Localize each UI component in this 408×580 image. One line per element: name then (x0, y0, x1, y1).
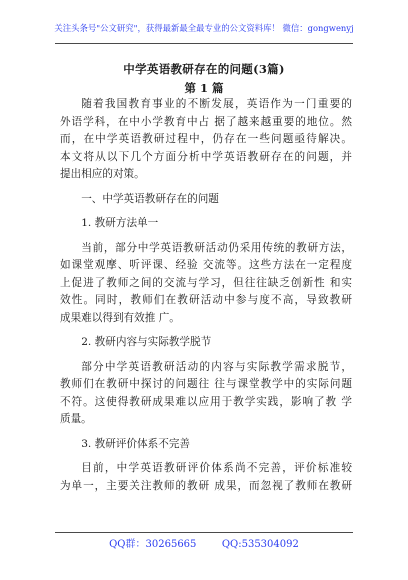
section-subtitle: 第 1 篇 (184, 81, 224, 95)
section-heading: 一、中学英语教研存在的问题 (81, 192, 219, 205)
body-line: 提出相应的对策。 (60, 168, 145, 180)
body-line: 效性。同时，教师们在教研活动中参与度不高，导致教研 (60, 294, 352, 306)
body-line: 如课堂观摩、听评课、经验 交流等。这些方法在一定程度 (60, 259, 352, 271)
subsection-heading: 3. 教研评价体系不完善 (81, 437, 191, 450)
body-line: 不符。这使得教研成果难以应用于教学实践，影响了教 学 (60, 395, 352, 408)
header-rule (55, 43, 353, 44)
body-line: 随着我国教育事业的不断发展，英语作为一门重要的 (81, 98, 352, 110)
subsection-heading: 2. 教研内容与实际教学脱节 (81, 336, 212, 348)
footer-rule (55, 532, 353, 533)
header-banner: 关注头条号"公文研究"，获得最新最全最专业的公文资料库！ 微信：gongwenyj (54, 23, 354, 33)
body-line: 目前，中学英语教研评价体系尚不完善，评价标准较 (81, 462, 352, 474)
body-line: 部分中学英语教研活动的内容与实际教学需求脱节， (81, 360, 352, 373)
body-line: 教师们在教研中探讨的问题往 往与课堂教学中的实际问题 (60, 378, 352, 390)
document-title: 中学英语教研存在的问题(3篇) (123, 62, 285, 76)
body-line: 为单一，主要关注教师的教研 成果，而忽视了教师在教研 (60, 479, 352, 492)
subsection-heading: 1. 教研方法单一 (81, 217, 159, 229)
document-body (60, 96, 352, 495)
body-line: 质量。 (60, 413, 92, 425)
body-line: 成果难以得到有效推 广。 (60, 311, 180, 324)
body-line: 当前，部分中学英语教研活动仍采用传统的教研方法， (81, 241, 352, 254)
footer-contact: QQ群：30265665 QQ:535304092 (109, 539, 299, 550)
body-line: 上促进了教师之间的交流与学习，但往往缺乏创新性 和实 (60, 276, 352, 289)
body-line: 本文将从以下几个方面分析中学英语教研存在的问题，并 (60, 150, 352, 163)
body-line: 外语学科，在中小学教育中占 据了越来越重要的地位。然 (60, 115, 352, 128)
body-line: 而，在中学英语教研过程中，仍存在一些问题亟待解决。 (60, 133, 352, 145)
